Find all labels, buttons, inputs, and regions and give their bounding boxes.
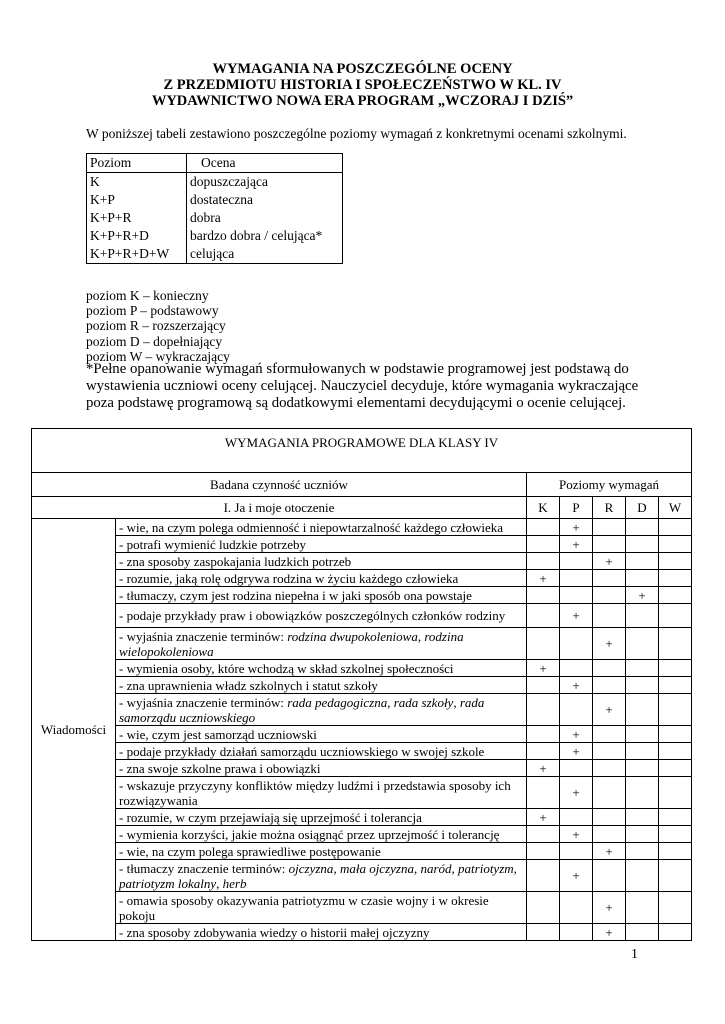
level-cell-r — [593, 743, 626, 760]
doc-title-line3: WYDAWNICTWO NOWA ERA PROGRAM „WCZORAJ I DZIŚ” — [151, 93, 574, 109]
requirement-row — [32, 726, 692, 743]
requirement-row — [32, 860, 692, 892]
level-cell-r — [593, 726, 626, 743]
level-cell-k: + — [527, 760, 560, 777]
levels-list — [86, 288, 230, 364]
requirement-row — [32, 843, 692, 860]
level-cell-d — [626, 570, 659, 587]
requirement-row — [32, 777, 692, 809]
text-part: - wyjaśnia znaczenie terminów: — [119, 694, 288, 710]
doc-title-line1: WYMAGANIA NA POSZCZEGÓLNE OCENY — [212, 61, 513, 77]
level-cell-d — [626, 677, 659, 694]
level-cell-p: + — [560, 777, 593, 809]
level-cell-p: + — [560, 519, 593, 536]
poziom-value: K+P+R+D+W — [90, 246, 170, 261]
level-cell-w — [659, 660, 692, 677]
level-cell-w — [659, 694, 692, 726]
footnote-paragraph: *Pełne opanowanie wymagań sformułowanych w podstawie programowej jest podstawą do wystawienia uczniowi oceny celującej. Nauczyciel decyduje, które wymagania wykraczające poza podstawę programową są dodatkowymi elementami decydującymi o ocenie celującej. — [86, 361, 639, 411]
level-cell-p — [560, 553, 593, 570]
requirement-row — [32, 924, 692, 941]
level-cell-k — [527, 843, 560, 860]
level-cell-k — [527, 519, 560, 536]
term: rodzina dwupokoleniowa — [287, 628, 418, 644]
level-cell-k: + — [527, 660, 560, 677]
term: herb — [222, 875, 247, 891]
level-cell-d — [626, 760, 659, 777]
level-cell-p — [560, 892, 593, 924]
poziom-value: K — [90, 174, 100, 189]
level-cell-k — [527, 604, 560, 628]
table-title-row — [32, 429, 692, 473]
requirement-text — [116, 694, 527, 726]
requirement-row — [32, 587, 692, 604]
ocena-value: dostateczna — [190, 192, 253, 207]
level-cell-w — [659, 536, 692, 553]
ocena-cell — [187, 173, 343, 264]
requirement-text: - wymienia osoby, które wchodzą w skład szkolnej społeczności — [116, 660, 527, 677]
requirement-row — [32, 809, 692, 826]
requirement-row — [32, 677, 692, 694]
level-item: poziom K – konieczny — [86, 288, 209, 303]
requirement-row — [32, 892, 692, 924]
level-cell-p — [560, 809, 593, 826]
col-header-ocena: Ocena — [187, 154, 343, 173]
text-part: , — [451, 860, 459, 876]
level-cell-w — [659, 519, 692, 536]
level-cell-k — [527, 924, 560, 941]
level-cell-w — [659, 892, 692, 924]
level-cell-d — [626, 843, 659, 860]
requirement-text: - podaje przykłady działań samorządu uczniowskiego w swojej szkole — [116, 743, 527, 760]
level-cell-w — [659, 604, 692, 628]
term: naród — [420, 860, 452, 876]
poziom-cell — [87, 173, 187, 264]
level-cell-p: + — [560, 726, 593, 743]
requirement-row — [32, 570, 692, 587]
level-header-w: W — [659, 497, 692, 519]
requirement-row — [32, 604, 692, 628]
requirement-row — [32, 536, 692, 553]
level-cell-r — [593, 809, 626, 826]
level-cell-d — [626, 809, 659, 826]
requirement-text: - zna sposoby zdobywania wiedzy o historii małej ojczyzny — [116, 924, 527, 941]
term: patriotyzm — [458, 860, 514, 876]
level-cell-w — [659, 677, 692, 694]
level-cell-r: + — [593, 924, 626, 941]
term: ojczyzna — [288, 860, 334, 876]
requirement-row — [32, 519, 692, 536]
level-cell-r — [593, 777, 626, 809]
level-cell-k — [527, 860, 560, 892]
level-cell-p — [560, 924, 593, 941]
requirement-text: - podaje przykłady praw i obowiązków poszczególnych członków rodziny — [116, 604, 527, 628]
section-title: I. Ja i moje otoczenie — [32, 497, 527, 519]
requirement-row — [32, 760, 692, 777]
level-header-p: P — [560, 497, 593, 519]
requirement-text: - wie, czym jest samorząd uczniowski — [116, 726, 527, 743]
level-cell-d — [626, 628, 659, 660]
poziom-value: K+P+R — [90, 210, 132, 225]
level-cell-p — [560, 570, 593, 587]
ocena-value: celująca — [190, 246, 235, 261]
level-cell-p — [560, 843, 593, 860]
level-item: poziom W – wykraczający — [86, 348, 230, 364]
term: rada pedagogiczna — [287, 694, 388, 710]
requirement-row — [32, 743, 692, 760]
level-cell-p: + — [560, 536, 593, 553]
requirement-text: - zna swoje szkolne prawa i obowiązki — [116, 760, 527, 777]
level-cell-k — [527, 694, 560, 726]
requirement-text — [116, 860, 527, 892]
level-cell-w — [659, 860, 692, 892]
level-cell-r — [593, 570, 626, 587]
text-part: , — [513, 860, 517, 876]
term: patriotyzm lokalny — [119, 875, 217, 891]
level-cell-d — [626, 892, 659, 924]
doc-title-line2: Z PRZEDMIOTU HISTORIA I SPOŁECZEŃSTWO W KL. IV — [163, 77, 562, 93]
level-cell-w — [659, 843, 692, 860]
level-cell-d — [626, 694, 659, 726]
table-title: WYMAGANIA PROGRAMOWE DLA KLASY IV — [32, 429, 692, 473]
level-cell-k — [527, 826, 560, 843]
col-header-poziom: Poziom — [87, 154, 187, 173]
level-header-k: K — [527, 497, 560, 519]
level-cell-p: + — [560, 826, 593, 843]
text-part: , — [413, 860, 421, 876]
text-part: , — [417, 628, 425, 644]
level-cell-p — [560, 587, 593, 604]
level-cell-d — [626, 860, 659, 892]
level-cell-k — [527, 726, 560, 743]
level-cell-d — [626, 726, 659, 743]
level-header-d: D — [626, 497, 659, 519]
text-part: , — [216, 875, 223, 891]
requirement-row — [32, 826, 692, 843]
level-cell-p — [560, 628, 593, 660]
term: rada samorządu uczniowskiego — [119, 694, 485, 725]
level-cell-w — [659, 570, 692, 587]
level-cell-d — [626, 924, 659, 941]
requirement-text: - zna sposoby zaspokajania ludzkich potrzeb — [116, 553, 527, 570]
level-cell-w — [659, 553, 692, 570]
level-cell-w — [659, 743, 692, 760]
level-cell-k — [527, 587, 560, 604]
level-cell-k — [527, 743, 560, 760]
level-cell-d — [626, 553, 659, 570]
level-cell-w — [659, 587, 692, 604]
requirement-text: - wie, na czym polega odmienność i niepowtarzalność każdego człowieka — [116, 519, 527, 536]
level-cell-w — [659, 726, 692, 743]
requirement-text: - zna uprawnienia władz szkolnych i statut szkoły — [116, 677, 527, 694]
text-part: , — [333, 860, 340, 876]
requirement-text: - rozumie, jaką rolę odgrywa rodzina w życiu każdego człowieka — [116, 570, 527, 587]
level-item: poziom D – dopełniający — [86, 333, 223, 349]
level-cell-d — [626, 743, 659, 760]
level-cell-r: + — [593, 843, 626, 860]
category-cell: Wiadomości — [32, 519, 116, 941]
level-cell-k — [527, 892, 560, 924]
level-cell-d: + — [626, 587, 659, 604]
level-cell-p: + — [560, 604, 593, 628]
level-cell-k — [527, 553, 560, 570]
level-header-r: R — [593, 497, 626, 519]
level-cell-r — [593, 826, 626, 843]
requirement-text: - wie, na czym polega sprawiedliwe postępowanie — [116, 843, 527, 860]
level-cell-r — [593, 660, 626, 677]
page-number: 1 — [631, 947, 638, 962]
level-cell-p: + — [560, 743, 593, 760]
level-cell-r: + — [593, 628, 626, 660]
poziom-value: K+P+R+D — [90, 228, 149, 243]
requirements-body — [32, 519, 692, 941]
text-part: , — [387, 694, 394, 710]
level-cell-k: + — [527, 570, 560, 587]
requirement-text: - potrafi wymienić ludzkie potrzeby — [116, 536, 527, 553]
grade-table-body — [87, 173, 343, 264]
requirement-row — [32, 694, 692, 726]
level-cell-r: + — [593, 553, 626, 570]
level-cell-p — [560, 694, 593, 726]
level-cell-r — [593, 536, 626, 553]
level-cell-w — [659, 924, 692, 941]
level-cell-k — [527, 677, 560, 694]
requirement-text: - wskazuje przyczyny konfliktów między ludźmi i przedstawia sposoby ich rozwiązywania — [116, 777, 527, 809]
level-cell-w — [659, 760, 692, 777]
poziom-value: K+P — [90, 192, 115, 207]
level-cell-r — [593, 677, 626, 694]
grade-table-header — [87, 154, 343, 173]
requirement-text: - rozumie, w czym przejawiają się uprzejmość i tolerancja — [116, 809, 527, 826]
requirement-row — [32, 660, 692, 677]
level-cell-p: + — [560, 860, 593, 892]
col-header-levels: Poziomy wymagań — [527, 473, 692, 497]
level-cell-k — [527, 536, 560, 553]
ocena-value: bardzo dobra / celująca* — [190, 228, 323, 243]
level-cell-r — [593, 760, 626, 777]
term: rada szkoły — [393, 694, 454, 710]
level-cell-k: + — [527, 809, 560, 826]
level-cell-d — [626, 604, 659, 628]
level-cell-w — [659, 628, 692, 660]
ocena-value: dopuszczająca — [190, 174, 268, 189]
requirement-text — [116, 628, 527, 660]
col-header-activity: Badana czynność uczniów — [32, 473, 527, 497]
requirement-row — [32, 628, 692, 660]
level-cell-p — [560, 760, 593, 777]
term: mała ojczyzna — [339, 860, 414, 876]
ocena-value: dobra — [190, 210, 221, 225]
level-cell-w — [659, 809, 692, 826]
level-cell-r — [593, 587, 626, 604]
requirement-text: - tłumaczy, czym jest rodzina niepełna i w jaki sposób ona powstaje — [116, 587, 527, 604]
table-header-row — [32, 473, 692, 497]
level-cell-r — [593, 604, 626, 628]
level-cell-k — [527, 628, 560, 660]
requirement-text: - omawia sposoby okazywania patriotyzmu w czasie wojny i w okresie pokoju — [116, 892, 527, 924]
level-cell-w — [659, 826, 692, 843]
requirement-row — [32, 553, 692, 570]
level-cell-p — [560, 660, 593, 677]
level-cell-r: + — [593, 892, 626, 924]
term: rodzina wielopokoleniowa — [119, 628, 464, 659]
intro-paragraph: W poniższej tabeli zestawiono poszczególne poziomy wymagań z konkretnymi ocenami szkolnymi. — [86, 126, 627, 141]
text-part: - wyjaśnia znaczenie terminów: — [119, 628, 288, 644]
level-cell-d — [626, 826, 659, 843]
section-row — [32, 497, 692, 519]
level-cell-d — [626, 519, 659, 536]
level-cell-w — [659, 777, 692, 809]
level-cell-d — [626, 536, 659, 553]
level-cell-r — [593, 519, 626, 536]
level-item: poziom P – podstawowy — [86, 303, 219, 319]
level-cell-r: + — [593, 694, 626, 726]
text-part: - tłumaczy znaczenie terminów: — [119, 860, 289, 876]
level-cell-k — [527, 777, 560, 809]
requirements-table — [31, 428, 692, 941]
level-cell-r — [593, 860, 626, 892]
grade-table — [86, 153, 343, 264]
level-item: poziom R – rozszerzający — [86, 318, 226, 334]
level-cell-p: + — [560, 677, 593, 694]
level-cell-d — [626, 660, 659, 677]
requirement-text: - wymienia korzyści, jakie można osiągnąć przez uprzejmość i tolerancję — [116, 826, 527, 843]
level-cell-d — [626, 777, 659, 809]
text-part: , — [453, 694, 460, 710]
